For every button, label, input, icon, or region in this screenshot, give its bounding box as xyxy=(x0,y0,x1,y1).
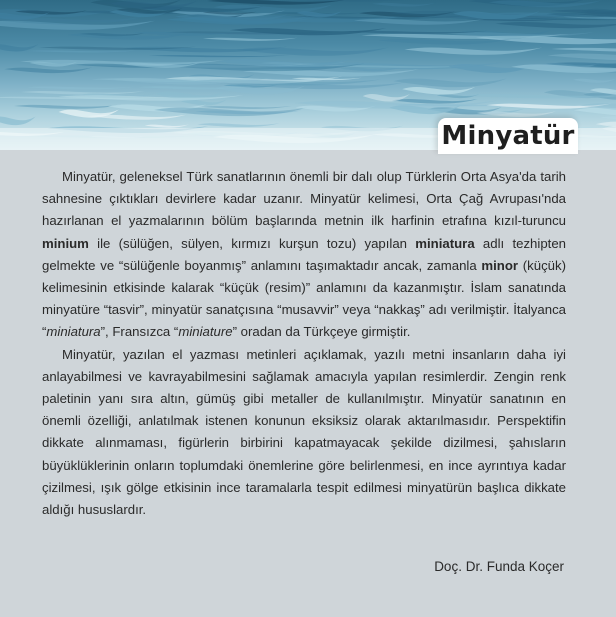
bold-term: minium xyxy=(42,235,89,251)
wave-stroke xyxy=(547,53,616,60)
wave-stroke xyxy=(0,116,36,125)
wave-stroke xyxy=(0,44,38,51)
wave-stroke xyxy=(21,91,146,95)
wave-stroke xyxy=(354,19,485,25)
wave-stroke xyxy=(573,79,616,83)
wave-stroke xyxy=(149,55,289,57)
wave-stroke xyxy=(202,106,292,109)
wave-stroke xyxy=(477,111,556,117)
paragraph-2 xyxy=(42,344,566,522)
bold-term: minor xyxy=(481,257,519,273)
author-signature: Doç. Dr. Funda Koçer xyxy=(434,559,564,574)
wave-stroke xyxy=(402,87,475,95)
wave-stroke xyxy=(292,0,410,1)
wave-stroke xyxy=(489,0,602,7)
wave-stroke xyxy=(181,100,226,106)
wave-stroke xyxy=(372,3,435,7)
wave-stroke xyxy=(26,50,137,52)
text-run: ”, Fransızca “ xyxy=(100,324,179,340)
article-body xyxy=(42,166,566,521)
text-run: ile (sülüğen, sülyen, kırmızı kurşun tozu) yapılan xyxy=(88,235,416,251)
text-run: (küçük) kelimesinin etkisinde kalarak “küçük (resim)” anlamını da kazanmıştır. İslam sanatında minyatüre “tasvir”, minyatür sanatçısına “musavvir” veya “nakkaş” adı verilmiştir. İtalyanca “ xyxy=(42,257,566,340)
text-run: Minyatür, yazılan el yazması metinleri açıklamak, yazılı metni insanların daha iyi anlayabilmesi ve kavrayabilmesini sağlamak amacıyla yapılan resimlerdir. Zengin renk paletinin yanı sıra altın, gümüş gibi metaller de kullanılmıştır. Minyatür sanatının en önemli özelliği, anlatılmak istenen konunun eksiksiz olarak aktarılmasıdır. Perspektifin dikkate alınmaması, figürlerin birbirini kapatmayacak şekilde dizilmesi, şahısların büyüklüklerinin onların toplumdaki önemlerine göre belirlenmesi, en ince ayrıntıya kadar çizilmesi, ışık gölge etkisinin ince taramalarla tespit edilmesi minyatürün başlıca dikkate aldığı hususlardır. xyxy=(42,346,566,518)
paragraph-1 xyxy=(42,166,566,344)
wave-stroke xyxy=(404,47,542,54)
wave-stroke xyxy=(236,47,388,55)
wave-stroke xyxy=(4,68,92,74)
wave-stroke xyxy=(392,99,478,104)
wave-stroke xyxy=(600,116,616,122)
wave-stroke xyxy=(495,22,616,28)
wave-stroke xyxy=(551,48,616,52)
wave-stroke xyxy=(154,107,307,116)
italic-term: miniature xyxy=(178,324,233,340)
wave-stroke xyxy=(145,125,189,128)
text-run: ” oradan da Türkçeye girmiştir. xyxy=(232,324,411,340)
italic-term: miniatura xyxy=(46,324,101,340)
text-run: Minyatür, geleneksel Türk sanatlarının önemli bir dalı olup Türklerin Orta Asya'da tarih sahnesine çıktıkları devirlere kadar uzanır. Minyatür kelimesi, Orta Çağ Avrupası'nda hazırlanan el yazmalarının bölüm başlarında metnin ilk harfinin etrafına kızıl-turuncu xyxy=(42,169,566,229)
wave-stroke xyxy=(379,39,512,45)
wave-stroke xyxy=(14,105,122,109)
text-run: adlı tezhipten gelmekte ve “sülüğenle boyanmış” anlamını taşımaktadır ancak, zamanla xyxy=(42,235,566,273)
page-title: Minyatür xyxy=(441,121,575,151)
title-tab xyxy=(438,118,578,154)
wave-stroke xyxy=(203,38,298,41)
wave-stroke xyxy=(197,123,279,127)
wave-stroke xyxy=(27,87,136,90)
wave-stroke xyxy=(394,79,507,88)
bold-term: miniatura xyxy=(415,235,475,251)
